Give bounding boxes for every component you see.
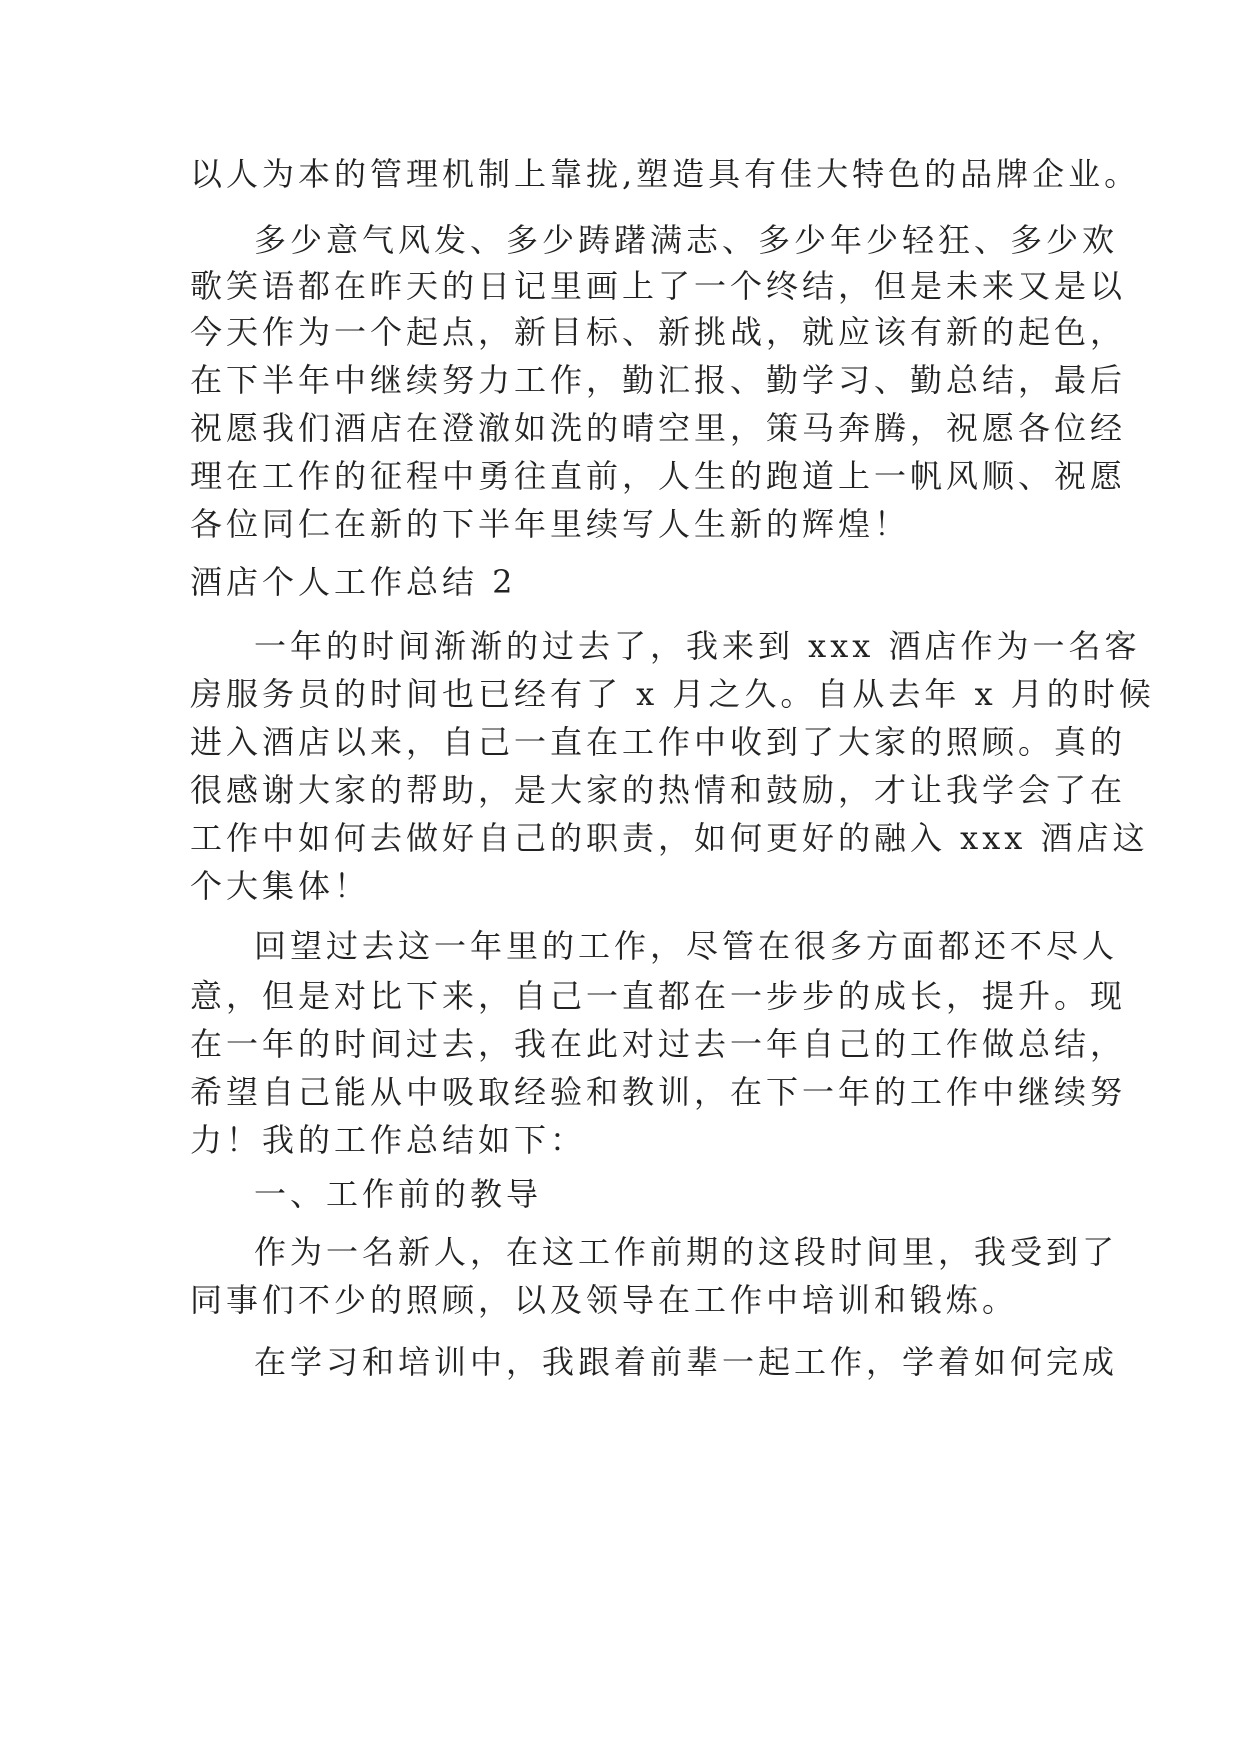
text-line: 歌笑语都在昨天的日记里画上了一个终结，但是未来又是以 (190, 267, 1127, 305)
text-line: 同事们不少的照顾，以及领导在工作中培训和锻炼。 (190, 1281, 1019, 1319)
text-line: 个大集体！ (190, 867, 371, 905)
text-line: 理在工作的征程中勇往直前，人生的跑道上一帆风顺、祝愿 (190, 457, 1127, 495)
text-line: 在一年的时间过去，我在此对过去一年自己的工作做总结， (190, 1025, 1127, 1063)
text-line: 今天作为一个起点，新目标、新挑战，就应该有新的起色， (190, 313, 1127, 351)
paragraph-first-line: 多少意气风发、多少踌躇满志、多少年少轻狂、多少欢 (254, 221, 1119, 259)
text-line: 希望自己能从中吸取经验和教训，在下一年的工作中继续努 (190, 1073, 1127, 1111)
text-line: 房服务员的时间也已经有了 x 月之久。自从去年 x 月的时候 (190, 675, 1155, 713)
paragraph-first-line: 在学习和培训中，我跟着前辈一起工作，学着如何完成 (254, 1343, 1119, 1381)
text-line: 意，但是对比下来，自己一直都在一步步的成长，提升。现 (190, 977, 1127, 1015)
text-line: 进入酒店以来，自己一直在工作中收到了大家的照顾。真的 (190, 723, 1127, 761)
text-line: 在下半年中继续努力工作，勤汇报、勤学习、勤总结，最后 (190, 361, 1127, 399)
paragraph-first-line: 一年的时间渐渐的过去了，我来到 xxx 酒店作为一名客 (254, 627, 1141, 665)
text-line: 很感谢大家的帮助，是大家的热情和鼓励，才让我学会了在 (190, 771, 1127, 809)
section-heading: 酒店个人工作总结 2 (190, 563, 517, 601)
paragraph-first-line: 回望过去这一年里的工作，尽管在很多方面都还不尽人 (254, 927, 1119, 965)
text-line: 各位同仁在新的下半年里续写人生新的辉煌！ (190, 505, 911, 543)
text-line: 力！我的工作总结如下： (190, 1121, 587, 1159)
text-line: 工作中如何去做好自己的职责，如何更好的融入 xxx 酒店这 (190, 819, 1149, 857)
text-line: 祝愿我们酒店在澄澈如洗的晴空里，策马奔腾，祝愿各位经 (190, 409, 1127, 447)
subsection-heading: 一、工作前的教导 (254, 1175, 543, 1213)
paragraph-first-line: 作为一名新人，在这工作前期的这段时间里，我受到了 (254, 1233, 1119, 1271)
text-line: 以人为本的管理机制上靠拢,塑造具有佳大特色的品牌企业。 (190, 155, 1141, 193)
